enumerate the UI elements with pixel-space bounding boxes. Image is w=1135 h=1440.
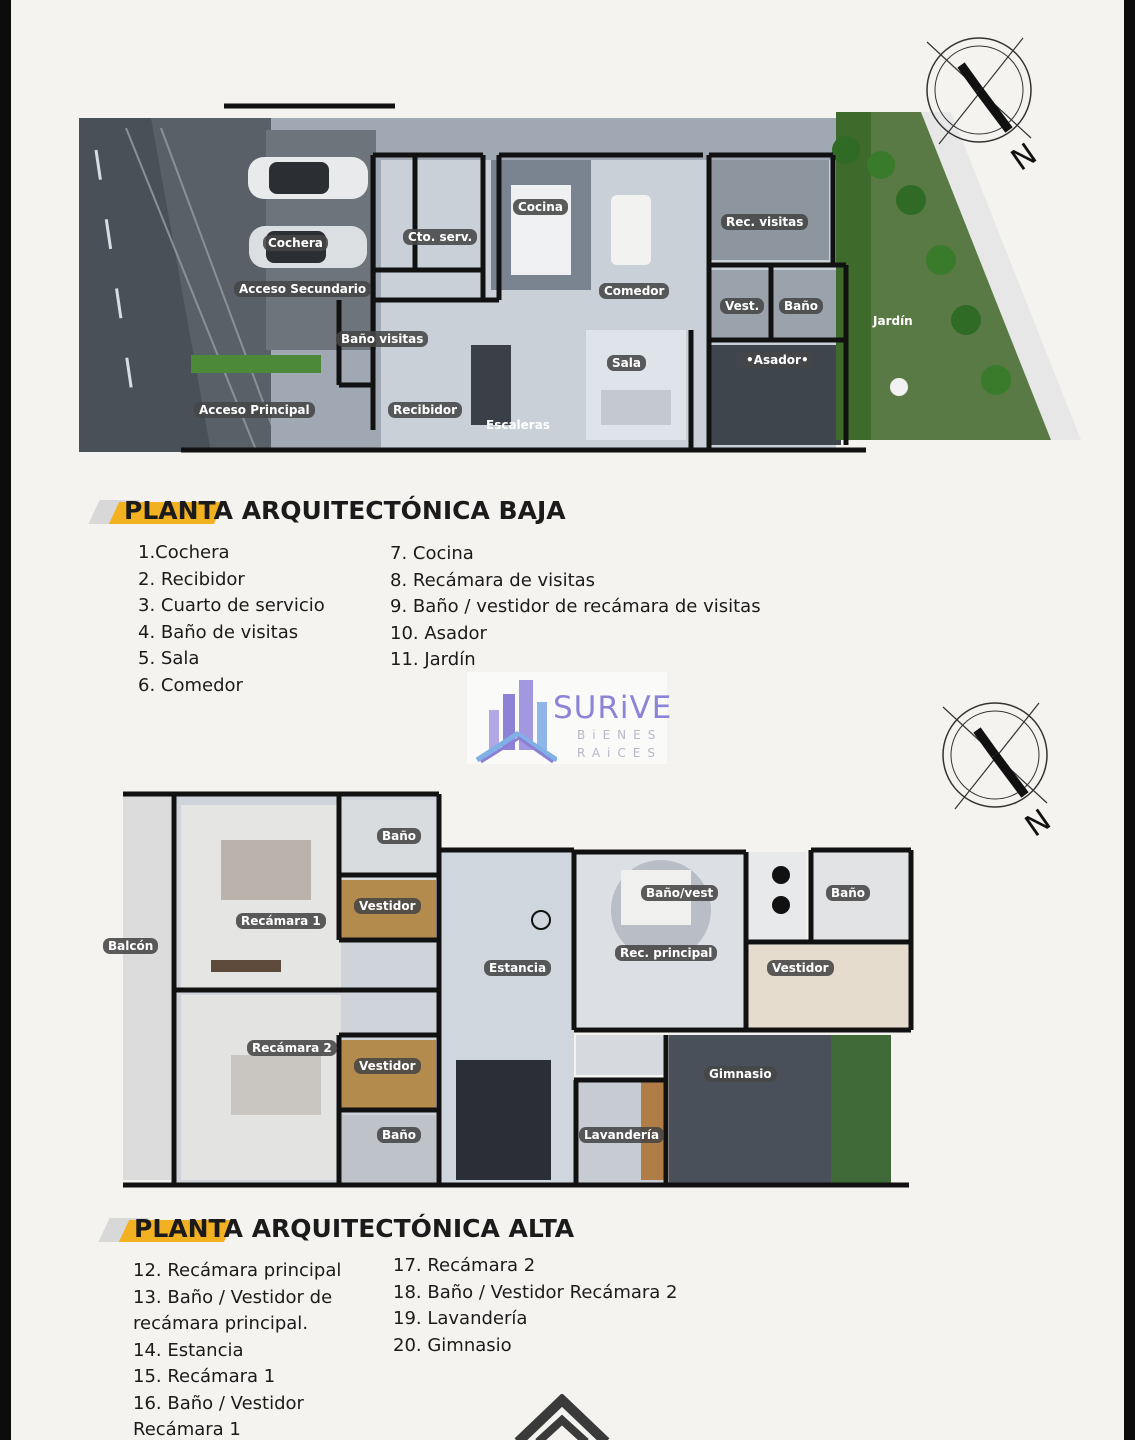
label-acceso-principal: Acceso Principal [194, 402, 315, 418]
upper-floor-title [134, 1214, 574, 1243]
label-vestidor-mid: Vestidor [354, 1058, 421, 1074]
label-acceso-secundario: Acceso Secundario [234, 281, 371, 297]
label-cochera: Cochera [263, 235, 328, 251]
label-escaleras: Escaleras [486, 418, 550, 432]
list-item: 19. Lavandería [393, 1308, 528, 1329]
label-bano-vest: Baño/vest [641, 885, 718, 901]
ground-floor-list-right [390, 541, 761, 674]
compass-north-letter: N [1004, 136, 1044, 179]
label-cto-serv: Cto. serv. [403, 229, 477, 245]
label-bano-right: Baño [826, 885, 870, 901]
list-item: 17. Recámara 2 [393, 1255, 536, 1276]
label-bano-top: Baño [377, 828, 421, 844]
label-comedor: Comedor [599, 283, 669, 299]
label-gimnasio: Gimnasio [704, 1066, 777, 1082]
ground-title-rest: ARQUITECTÓNICA BAJA [232, 496, 566, 525]
list-item: 6. Comedor [138, 674, 243, 696]
upper-title-rest: ARQUITECTÓNICA ALTA [242, 1214, 575, 1243]
list-item: 10. Asador [390, 622, 487, 644]
list-item: 4. Baño de visitas [138, 621, 299, 643]
label-bano-bottom: Baño [377, 1127, 421, 1143]
ground-floor-list-left [138, 540, 325, 699]
list-item: 2. Recibidor [138, 568, 245, 590]
list-item: 5. Sala [138, 648, 200, 669]
list-item: 8. Recámara de visitas [390, 569, 596, 591]
label-vest: Vest. [720, 298, 764, 314]
label-bano: Baño [779, 298, 823, 314]
list-item: 15. Recámara 1 [133, 1366, 276, 1387]
label-rec-principal: Rec. principal [615, 945, 717, 961]
ground-floor-title [124, 496, 566, 525]
watermark-logo [467, 672, 673, 764]
watermark-line1: BiENES [577, 728, 663, 742]
list-item: 9. Baño / vestidor de recámara de visitas [390, 596, 761, 617]
label-recibidor: Recibidor [388, 402, 462, 418]
list-item: 16. Baño / Vestidor [133, 1392, 304, 1414]
chevron-up-icon [512, 1394, 612, 1440]
watermark-line2: RAiCES [577, 746, 662, 760]
watermark-name: SURiVE [553, 690, 673, 726]
building-logo-icon [467, 672, 557, 764]
label-recamara-1: Recámara 1 [236, 913, 326, 929]
upper-floor-list-left [133, 1258, 341, 1440]
list-item: Recámara 1 [133, 1419, 241, 1440]
upper-title-highlight: PLANTA [134, 1214, 243, 1243]
floor-plan-sheet [11, 0, 1124, 1440]
label-balcon: Balcón [103, 938, 158, 954]
list-item: 11. Jardín [390, 649, 476, 670]
label-vestidor-right: Vestidor [767, 960, 834, 976]
list-item: 13. Baño / Vestidor de [133, 1286, 333, 1308]
upper-floor-list-right [393, 1253, 678, 1359]
list-item: 7. Cocina [390, 543, 474, 564]
label-cocina: Cocina [513, 199, 568, 215]
label-estancia: Estancia [484, 960, 551, 976]
label-sala: Sala [607, 355, 646, 371]
list-item: 3. Cuarto de servicio [138, 595, 325, 616]
list-item: 1.Cochera [138, 542, 230, 563]
label-recamara-2: Recámara 2 [247, 1040, 337, 1056]
list-item: 12. Recámara principal [133, 1260, 342, 1281]
label-vestidor-top: Vestidor [354, 898, 421, 914]
label-jardin: Jardín [873, 314, 913, 328]
label-bano-visitas: Baño visitas [336, 331, 428, 347]
list-item: 20. Gimnasio [393, 1334, 512, 1356]
compass-north-letter: N [1018, 802, 1058, 845]
upper-floor-plan [11, 780, 1124, 1200]
label-rec-visitas: Rec. visitas [721, 214, 808, 230]
list-item: recámara principal. [133, 1313, 309, 1334]
list-item: 14. Estancia [133, 1339, 244, 1361]
ground-title-highlight: PLANTA [124, 496, 233, 525]
label-asador: •Asador• [741, 352, 814, 368]
list-item: 18. Baño / Vestidor Recámara 2 [393, 1281, 678, 1303]
label-lavanderia: Lavandería [579, 1127, 664, 1143]
